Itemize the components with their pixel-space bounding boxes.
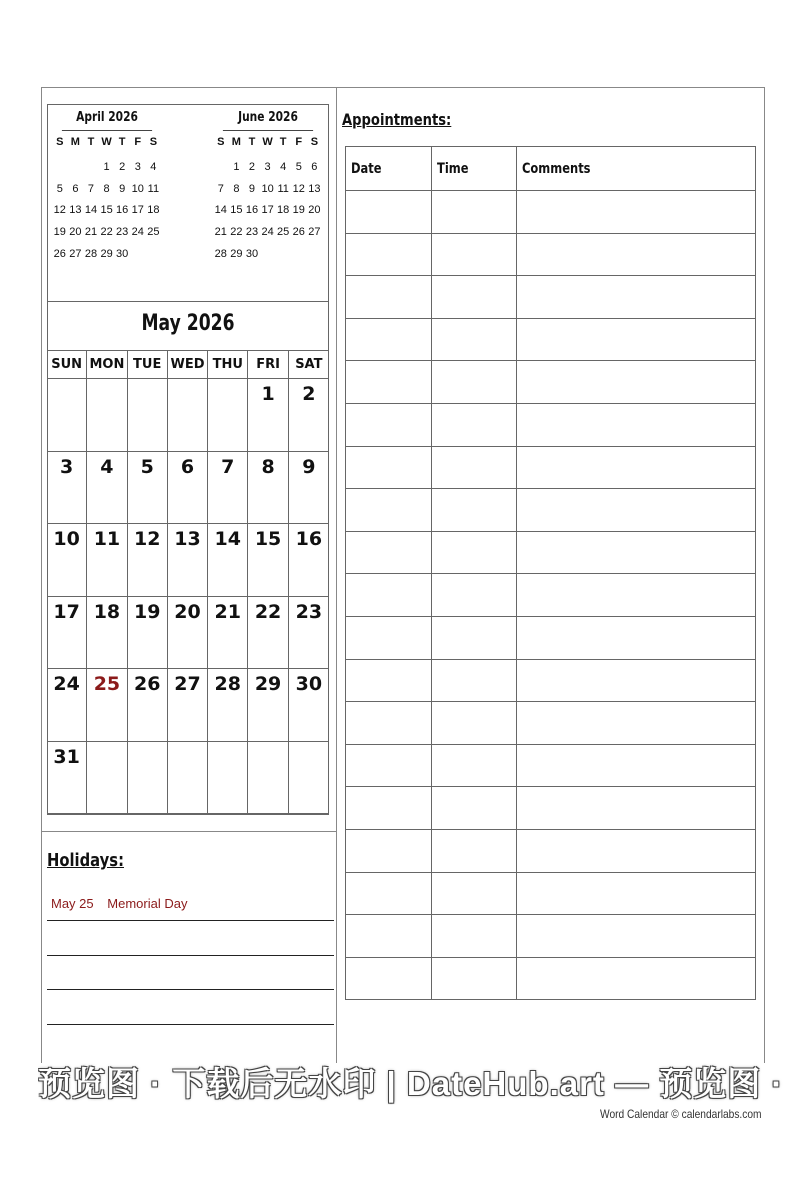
mini-day: 21 [84,226,98,239]
mini-day: 29 [100,247,113,260]
appointment-row [346,489,756,532]
column-header-date: Date [346,147,432,191]
holiday-date: May 25 [51,896,94,911]
mini-day: 9 [119,182,126,195]
time-cell[interactable] [432,446,517,489]
mini-day [260,244,276,266]
appointment-row [346,403,756,446]
day-cell: 23 [289,597,329,670]
month-grid [47,350,329,815]
day-cell: 20 [168,597,208,670]
mini-weekday-header: M [70,136,80,148]
comments-cell[interactable] [517,744,756,787]
mini-day: 20 [308,204,321,217]
day-cell: 30 [289,669,329,742]
day-cell: 5 [128,452,168,525]
mini-day: 21 [214,226,227,239]
day-cell [168,742,208,815]
mini-day: 10 [261,182,274,195]
day-cell: 26 [128,669,168,742]
mini-weekday-header: W [262,136,273,148]
mini-day: 1 [103,161,110,173]
comments-cell[interactable] [517,787,756,830]
day-cell [168,379,208,452]
day-cell: 31 [47,742,87,815]
comments-cell[interactable] [517,489,756,532]
day-cell: 10 [47,524,87,597]
appointments-header-row [346,147,756,191]
time-cell[interactable] [432,574,517,617]
mini-day: 26 [292,226,305,239]
date-cell[interactable] [346,574,432,617]
day-cell: 17 [47,597,87,670]
mini-day: 23 [116,226,129,239]
mini-calendar-title: June 2026 [223,110,313,131]
mini-day [83,157,99,179]
mini-day: 7 [87,182,95,195]
mini-day: 3 [134,161,141,173]
time-cell[interactable] [432,787,517,830]
day-cell: 25 [87,669,127,742]
mini-day: 2 [119,161,126,173]
watermark-text: 预览图 · 下载后无水印 | DateHub.art — 预览图 · [38,1065,784,1102]
mini-day: 19 [292,204,305,217]
mini-day: 14 [214,204,227,217]
mini-day [213,157,229,179]
weekday-header: TUE [128,351,168,379]
mini-day: 18 [147,204,160,217]
mini-calendar-june [213,110,323,265]
mini-weekday-header: F [295,136,303,148]
time-cell[interactable] [432,403,517,446]
comments-cell[interactable] [517,829,756,872]
date-cell[interactable] [346,659,432,702]
column-divider [336,87,337,1063]
mini-day: 4 [150,161,157,173]
appointment-row [346,574,756,617]
mini-day: 24 [261,226,274,239]
mini-day: 22 [230,226,243,239]
time-cell[interactable] [432,872,517,915]
mini-day: 30 [245,247,259,260]
appointment-row [346,531,756,574]
mini-day [130,244,146,266]
footer-credit: Word Calendar © calendarlabs.com [600,1107,762,1121]
time-cell[interactable] [432,957,517,1000]
appointment-row [346,744,756,787]
mini-day: 3 [264,161,271,173]
holiday-line [47,989,334,990]
mini-weekday-header: F [134,136,142,148]
mini-day: 9 [248,182,256,195]
mini-calendar-title: April 2026 [62,110,152,131]
mini-day: 17 [261,204,274,217]
date-cell[interactable] [346,318,432,361]
date-cell[interactable] [346,489,432,532]
date-cell[interactable] [346,191,432,234]
time-cell[interactable] [432,531,517,574]
mini-day [146,244,162,266]
mini-day: 19 [53,226,66,239]
mini-day: 29 [230,247,243,260]
mini-weekday-header: S [310,136,319,148]
day-cell: 3 [47,452,87,525]
date-cell[interactable] [346,915,432,958]
date-cell[interactable] [346,616,432,659]
day-cell: 21 [208,597,248,670]
mini-calendar-grid [52,135,162,265]
day-cell [87,379,127,452]
holiday-line [47,920,334,921]
day-cell: 13 [168,524,208,597]
mini-day: 12 [53,204,66,217]
mini-day: 27 [308,226,321,239]
appointment-row [346,872,756,915]
weekday-header: THU [208,351,248,379]
comments-cell[interactable] [517,659,756,702]
comments-cell[interactable] [517,702,756,745]
comments-cell[interactable] [517,915,756,958]
mini-weekday-header: S [217,136,225,148]
day-cell: 19 [128,597,168,670]
mini-day: 8 [233,182,240,195]
date-cell[interactable] [346,957,432,1000]
mini-calendar-grid [213,135,323,265]
comments-cell[interactable] [517,361,756,404]
appointments-title: Appointments: [342,110,452,129]
day-cell: 15 [248,524,288,597]
time-cell[interactable] [432,659,517,702]
mini-day: 16 [245,204,259,217]
mini-day: 23 [245,226,259,239]
day-cell: 22 [248,597,288,670]
mini-day: 1 [233,161,240,173]
mini-weekday-header: T [248,136,256,148]
date-cell[interactable] [346,361,432,404]
mini-day: 20 [69,226,82,239]
appointment-row [346,915,756,958]
mini-day: 16 [116,204,129,217]
mini-day: 13 [308,182,321,195]
comments-cell[interactable] [517,233,756,276]
appointment-row [346,659,756,702]
mini-day: 10 [131,182,144,195]
mini-day: 24 [131,226,144,239]
mini-day: 30 [116,247,129,260]
appointment-row [346,787,756,830]
date-cell[interactable] [346,872,432,915]
day-cell: 14 [208,524,248,597]
mini-day [307,244,323,266]
mini-weekday-header: M [231,136,241,148]
appointment-row [346,191,756,234]
date-cell[interactable] [346,403,432,446]
mini-day: 18 [277,204,290,217]
appointments-table [345,146,756,1000]
date-cell[interactable] [346,829,432,872]
mini-day: 17 [131,204,144,217]
appointment-row [346,233,756,276]
appointment-row [346,276,756,319]
day-cell: 29 [248,669,288,742]
holidays-separator [41,831,336,832]
time-cell[interactable] [432,276,517,319]
comments-cell[interactable] [517,191,756,234]
mini-day [291,244,307,266]
day-cell: 2 [289,379,329,452]
mini-day: 5 [295,161,302,173]
comments-cell[interactable] [517,531,756,574]
day-cell [128,379,168,452]
comments-cell[interactable] [517,446,756,489]
day-cell [248,742,288,815]
mini-weekday-header: T [118,136,126,148]
weekday-header: MON [87,351,127,379]
mini-day: 15 [100,204,113,217]
mini-day: 8 [103,182,110,195]
day-cell [87,742,127,815]
day-cell: 28 [208,669,248,742]
column-header-comments: Comments [517,147,756,191]
day-cell [208,379,248,452]
day-cell: 12 [128,524,168,597]
comments-cell[interactable] [517,318,756,361]
mini-weekday-header: W [101,136,112,148]
comments-cell[interactable] [517,403,756,446]
mini-day: 4 [280,161,287,173]
day-cell [128,742,168,815]
day-cell: 24 [47,669,87,742]
day-cell: 16 [289,524,329,597]
day-cell: 6 [168,452,208,525]
appointment-row [346,361,756,404]
mini-weekday-header: T [279,136,287,148]
mini-day: 13 [69,204,82,217]
mini-day: 6 [311,161,318,173]
date-cell[interactable] [346,276,432,319]
mini-weekday-header: S [149,136,158,148]
mini-weekday-header: S [56,136,64,148]
weekday-header: SUN [47,351,87,379]
holiday-item [51,896,187,911]
mini-day: 28 [214,247,227,260]
appointment-row [346,702,756,745]
weekday-header: WED [168,351,208,379]
day-cell: 4 [87,452,127,525]
day-cell: 27 [168,669,208,742]
time-cell[interactable] [432,318,517,361]
day-cell: 9 [289,452,329,525]
mini-day: 22 [100,226,113,239]
comments-cell[interactable] [517,957,756,1000]
day-cell: 11 [87,524,127,597]
appointment-row [346,616,756,659]
appointment-row [346,957,756,1000]
date-cell[interactable] [346,446,432,489]
mini-day [275,244,291,266]
mini-day: 14 [84,204,98,217]
holidays-title: Holidays: [47,850,125,871]
mini-day: 11 [147,182,160,195]
comments-cell[interactable] [517,872,756,915]
time-cell[interactable] [432,616,517,659]
date-cell[interactable] [346,744,432,787]
date-cell[interactable] [346,702,432,745]
time-cell[interactable] [432,191,517,234]
time-cell[interactable] [432,361,517,404]
month-title: May 2026 [141,311,235,336]
holiday-name: Memorial Day [107,896,188,911]
weekday-header: FRI [248,351,288,379]
appointment-row [346,318,756,361]
mini-day: 2 [248,161,256,173]
mini-day: 11 [277,182,289,195]
mini-day: 26 [53,247,66,260]
time-cell[interactable] [432,915,517,958]
mini-day [68,157,84,179]
mini-day: 5 [56,182,63,195]
date-cell[interactable] [346,233,432,276]
mini-day: 28 [84,247,98,260]
time-cell[interactable] [432,233,517,276]
time-cell[interactable] [432,829,517,872]
mini-weekday-header: T [87,136,95,148]
mini-day: 25 [147,226,160,239]
time-cell[interactable] [432,489,517,532]
day-cell: 7 [208,452,248,525]
date-cell[interactable] [346,787,432,830]
mini-day: 25 [277,226,290,239]
mini-day: 6 [72,182,79,195]
mini-day: 12 [292,182,305,195]
day-cell [208,742,248,815]
comments-cell[interactable] [517,616,756,659]
date-cell[interactable] [346,531,432,574]
day-cell: 1 [248,379,288,452]
day-cell [47,379,87,452]
comments-cell[interactable] [517,276,756,319]
weekday-header: SAT [289,351,329,379]
column-header-time: Time [432,147,517,191]
holiday-line [47,1024,334,1025]
comments-cell[interactable] [517,574,756,617]
day-cell [289,742,329,815]
holiday-line [47,955,334,956]
mini-day [52,157,68,179]
time-cell[interactable] [432,702,517,745]
appointment-row [346,829,756,872]
day-cell: 18 [87,597,127,670]
mini-calendar-april [52,110,162,265]
mini-day: 27 [69,247,82,260]
mini-day: 15 [230,204,243,217]
day-cell: 8 [248,452,288,525]
mini-day: 7 [217,182,224,195]
time-cell[interactable] [432,744,517,787]
appointment-row [346,446,756,489]
